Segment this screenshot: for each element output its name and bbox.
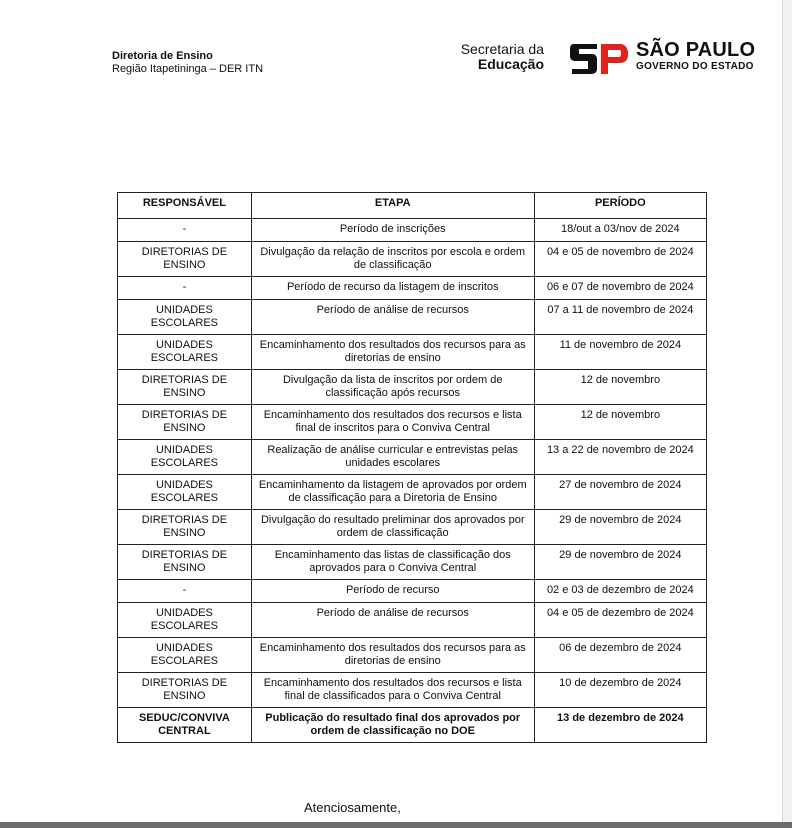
logo-secretaria-text [461, 42, 544, 72]
cell-responsavel: UNIDADES ESCOLARES [118, 638, 252, 673]
cell-periodo: 29 de novembro de 2024 [534, 545, 706, 580]
cell-periodo: 13 de dezembro de 2024 [534, 708, 706, 743]
cell-periodo: 11 de novembro de 2024 [534, 335, 706, 370]
cell-periodo: 10 de dezembro de 2024 [534, 673, 706, 708]
logo-line2: Educação [477, 56, 544, 72]
cell-responsavel: - [118, 219, 252, 242]
cell-responsavel: UNIDADES ESCOLARES [118, 300, 252, 335]
cell-etapa: Realização de análise curricular e entrevistas pelas unidades escolares [251, 440, 534, 475]
cell-periodo: 06 e 07 de novembro de 2024 [534, 277, 706, 300]
cell-responsavel: DIRETORIAS DE ENSINO [118, 405, 252, 440]
document-header [112, 50, 263, 76]
cell-responsavel: - [118, 277, 252, 300]
table-row [118, 440, 707, 475]
cell-responsavel: - [118, 580, 252, 603]
table-row [118, 673, 707, 708]
schedule-table [117, 192, 707, 743]
table-row [118, 242, 707, 277]
table-row [118, 580, 707, 603]
cell-periodo: 07 a 11 de novembro de 2024 [534, 300, 706, 335]
table-row [118, 638, 707, 673]
cell-etapa: Encaminhamento dos resultados dos recursos para as diretorias de ensino [251, 638, 534, 673]
cell-etapa: Encaminhamento da listagem de aprovados por ordem de classificação para a Diretoria de Ensino [251, 475, 534, 510]
logo-state-text [636, 40, 755, 73]
cell-periodo: 18/out a 03/nov de 2024 [534, 219, 706, 242]
cell-periodo: 02 e 03 de dezembro de 2024 [534, 580, 706, 603]
cell-etapa: Encaminhamento dos resultados dos recursos e lista final de classificados para o Conviva Central [251, 673, 534, 708]
page-edge [782, 0, 792, 828]
cell-etapa: Período de recurso da listagem de inscritos [251, 277, 534, 300]
org-title: Diretoria de Ensino [112, 50, 213, 62]
closing-text: Atenciosamente, [304, 800, 401, 815]
cell-responsavel: UNIDADES ESCOLARES [118, 440, 252, 475]
cell-periodo: 06 de dezembro de 2024 [534, 638, 706, 673]
cell-responsavel: DIRETORIAS DE ENSINO [118, 510, 252, 545]
table-row [118, 300, 707, 335]
government-logo [460, 39, 762, 80]
table-row [118, 405, 707, 440]
cell-periodo: 04 e 05 de dezembro de 2024 [534, 603, 706, 638]
cell-responsavel: UNIDADES ESCOLARES [118, 603, 252, 638]
government-name: GOVERNO DO ESTADO [636, 61, 754, 72]
cell-responsavel: DIRETORIAS DE ENSINO [118, 673, 252, 708]
table-row [118, 545, 707, 580]
table-row [118, 370, 707, 405]
table-row [118, 277, 707, 300]
cell-periodo: 27 de novembro de 2024 [534, 475, 706, 510]
cell-periodo: 12 de novembro [534, 370, 706, 405]
cell-responsavel: DIRETORIAS DE ENSINO [118, 370, 252, 405]
header-responsavel: RESPONSÁVEL [118, 193, 252, 219]
cell-etapa: Período de inscrições [251, 219, 534, 242]
cell-etapa: Divulgação do resultado preliminar dos aprovados por ordem de classificação [251, 510, 534, 545]
header-etapa: ETAPA [251, 193, 534, 219]
cell-etapa: Divulgação da relação de inscritos por escola e ordem de classificação [251, 242, 534, 277]
cell-periodo: 29 de novembro de 2024 [534, 510, 706, 545]
cell-responsavel: DIRETORIAS DE ENSINO [118, 545, 252, 580]
cell-periodo: 13 a 22 de novembro de 2024 [534, 440, 706, 475]
cell-etapa: Período de recurso [251, 580, 534, 603]
cell-etapa: Encaminhamento dos resultados dos recursos para as diretorias de ensino [251, 335, 534, 370]
table-row [118, 335, 707, 370]
cell-etapa: Período de análise de recursos [251, 603, 534, 638]
table-row [118, 475, 707, 510]
cell-responsavel: DIRETORIAS DE ENSINO [118, 242, 252, 277]
org-subtitle: Região Itapetininga – DER ITN [112, 63, 264, 75]
cell-responsavel: UNIDADES ESCOLARES [118, 335, 252, 370]
cell-etapa: Encaminhamento dos resultados dos recursos e lista final de inscritos para o Conviva Central [251, 405, 534, 440]
table-row [118, 510, 707, 545]
sp-logo-icon [570, 42, 628, 76]
cell-etapa: Período de análise de recursos [251, 300, 534, 335]
logo-line1: Secretaria da [460, 41, 544, 57]
cell-responsavel: UNIDADES ESCOLARES [118, 475, 252, 510]
state-name: SÃO PAULO [636, 39, 756, 61]
bottom-bar [0, 822, 792, 828]
cell-responsavel: SEDUC/CONVIVA CENTRAL [118, 708, 252, 743]
header-periodo: PERÍODO [534, 193, 706, 219]
cell-periodo: 04 e 05 de novembro de 2024 [534, 242, 706, 277]
cell-etapa: Divulgação da lista de inscritos por ordem de classificação após recursos [251, 370, 534, 405]
cell-periodo: 12 de novembro [534, 405, 706, 440]
table-row [118, 219, 707, 242]
cell-etapa: Publicação do resultado final dos aprovados por ordem de classificação no DOE [251, 708, 534, 743]
table-row [118, 603, 707, 638]
cell-etapa: Encaminhamento das listas de classificação dos aprovados para o Conviva Central [251, 545, 534, 580]
table-row-final [118, 708, 707, 743]
table-header-row [118, 193, 707, 219]
